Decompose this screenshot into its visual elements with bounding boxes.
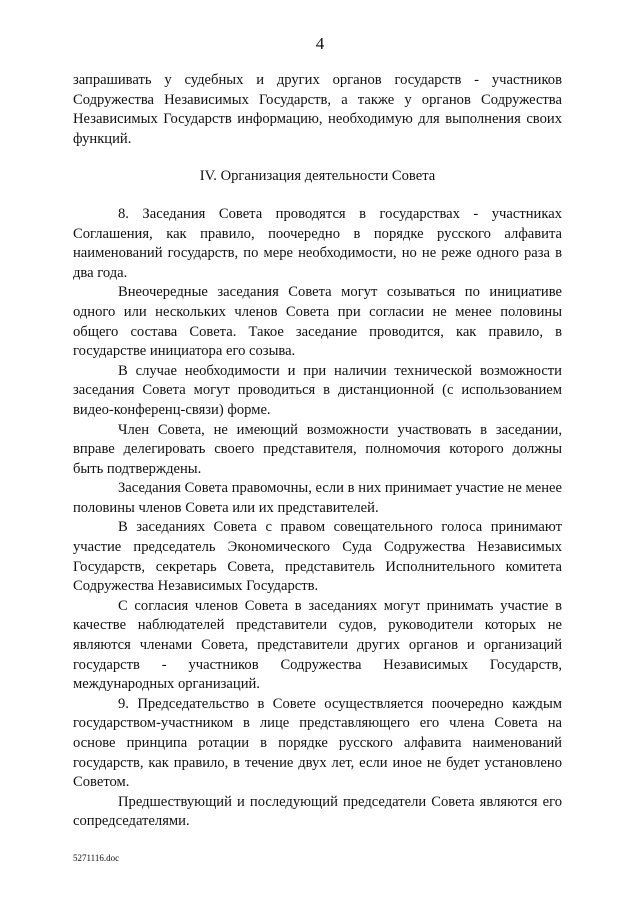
page-number: 4 [315,34,325,53]
paragraph-advisory-vote: В заседаниях Совета с правом совещательного голоса принимают участие председатель Экономического Суда Содружества Независимых Государств, секретарь Совета, представитель Исполнительного комитета Содружества Независимых Государств. [73,519,562,595]
paragraph-item-9: 9. Председательство в Совете осуществляется поочередно каждым государством-участником в лице представляющего его члена Совета на основе принципа ротации в порядке русского алфавита наименований государств, как правило, в течение двух лет, если иное не будет установлено Советом. [73,695,562,791]
document-body [73,71,562,832]
paragraph-delegation: Член Совета, не имеющий возможности участвовать в заседании, вправе делегировать своего представителя, полномочия которого должны быть подтверждены. [73,421,562,477]
paragraph-continuation: запрашивать у судебных и других органов государств - участников Содружества Независимых Государств, а также у органов Содружества Независимых Государств информацию, необходимую для выполнения своих функций. [73,72,562,147]
paragraph-quorum: Заседания Совета правомочны, если в них принимает участие не менее половины членов Совета или их представителей. [73,480,562,516]
paragraph-item-8: 8. Заседания Совета проводятся в государствах - участниках Соглашения, как правило, поочередно в порядке русского алфавита наименований государств, по мере необходимости, но не реже одного раза в два года. [73,205,562,281]
paragraph-co-chairs: Предшествующий и последующий председатели Совета являются его сопредседателями. [73,793,562,830]
section-heading: IV. Организация деятельности Совета [199,168,436,185]
paragraph-remote-sessions: В случае необходимости и при наличии технической возможности заседания Совета могут проводиться в дистанционной (с использованием видео-конференц-связи) форме. [73,362,562,418]
paragraph-observers: С согласия членов Совета в заседаниях могут принимать участие в качестве наблюдателей представители судов, руководители которых не являются членами Совета, представители других органов и организаций государств - участников Содружества Независимых Государств, международных организаций. [73,597,562,693]
paragraph-extraordinary-sessions: Внеочередные заседания Совета могут созываться по инициативе одного или нескольких членов Совета при согласии не менее половины общего состава Совета. Такое заседание проводится, как правило, в государстве инициатора его созыва. [73,284,562,360]
footer-doc-name: 5271116.doc [73,853,120,863]
